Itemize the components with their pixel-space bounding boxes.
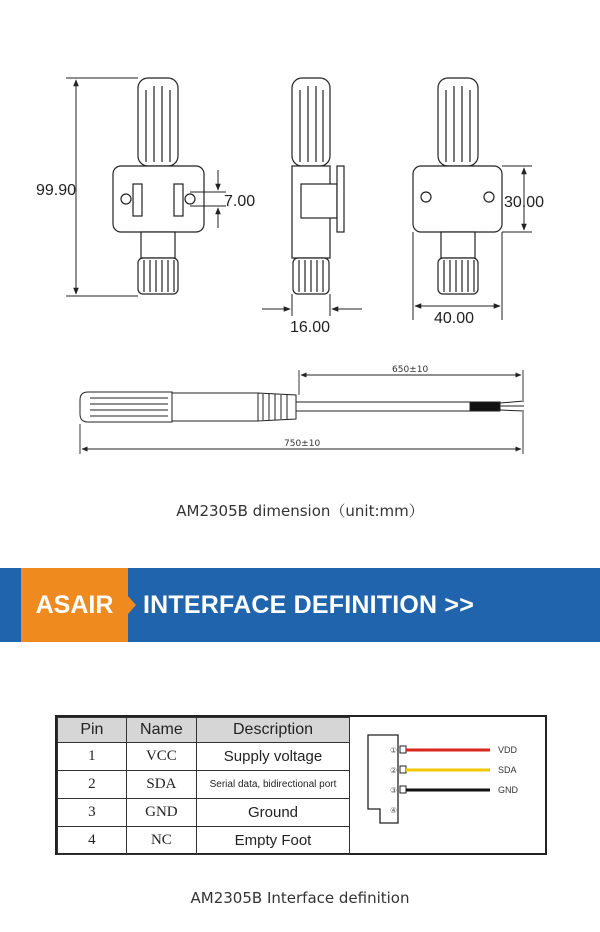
pin-description: Supply voltage [197, 743, 350, 771]
pin-description: Serial data, bidirectional port [197, 771, 350, 799]
front-view [113, 78, 204, 294]
header-description: Description [197, 718, 350, 743]
cable-length-dimension: 650±10 [392, 365, 429, 375]
side-view [292, 78, 344, 294]
total-length-dimension: 750±10 [284, 439, 321, 449]
pin-name: GND [126, 799, 196, 827]
flange-height-dimension: 30.00 [504, 194, 545, 211]
back-view [413, 78, 502, 294]
interface-panel [55, 715, 547, 855]
brand-arrow-icon [128, 596, 136, 614]
pin-name: VCC [126, 743, 196, 771]
table-row [58, 743, 350, 771]
pin-number: 4 [58, 827, 127, 855]
length-view [80, 392, 524, 422]
pin-description: Ground [197, 799, 350, 827]
wire-label-sda: SDA [498, 765, 517, 775]
brand-logo: ASAIR [21, 568, 128, 642]
wire-label-vdd: VDD [498, 745, 518, 755]
interface-caption: AM2305B Interface definition [190, 889, 410, 907]
dimension-caption: AM2305B dimension（unit:mm） [176, 502, 424, 520]
header-pin: Pin [58, 718, 127, 743]
connector-pin-2-label: ② [390, 766, 398, 775]
connector-wiring-diagram [350, 717, 547, 855]
table-row [58, 771, 350, 799]
pin-description: Empty Foot [197, 827, 350, 855]
table-row [58, 799, 350, 827]
side-width-dimension: 16.00 [290, 319, 331, 336]
pin-number: 2 [58, 771, 127, 799]
banner-title: INTERFACE DEFINITION >> [143, 591, 475, 619]
header-name: Name [126, 718, 196, 743]
pin-terminal [400, 786, 406, 793]
hole-spacing-dimension: 7.00 [224, 193, 256, 210]
pin-number: 1 [58, 743, 127, 771]
pin-number: 3 [58, 799, 127, 827]
connector-pin-1-label: ① [390, 746, 398, 755]
wire-label-gnd: GND [498, 785, 518, 795]
table-header-row [58, 718, 350, 743]
pin-name: SDA [126, 771, 196, 799]
connector-pin-4-label: ④ [390, 806, 398, 815]
pin-terminal [400, 746, 406, 753]
pin-table [57, 717, 350, 855]
height-dimension: 99.90 [36, 182, 77, 199]
flange-width-dimension: 40.00 [434, 310, 475, 327]
pin-terminal [400, 766, 406, 773]
connector-pin-3-label: ③ [390, 786, 398, 795]
section-banner [0, 568, 600, 642]
table-row [58, 827, 350, 855]
pin-name: NC [126, 827, 196, 855]
